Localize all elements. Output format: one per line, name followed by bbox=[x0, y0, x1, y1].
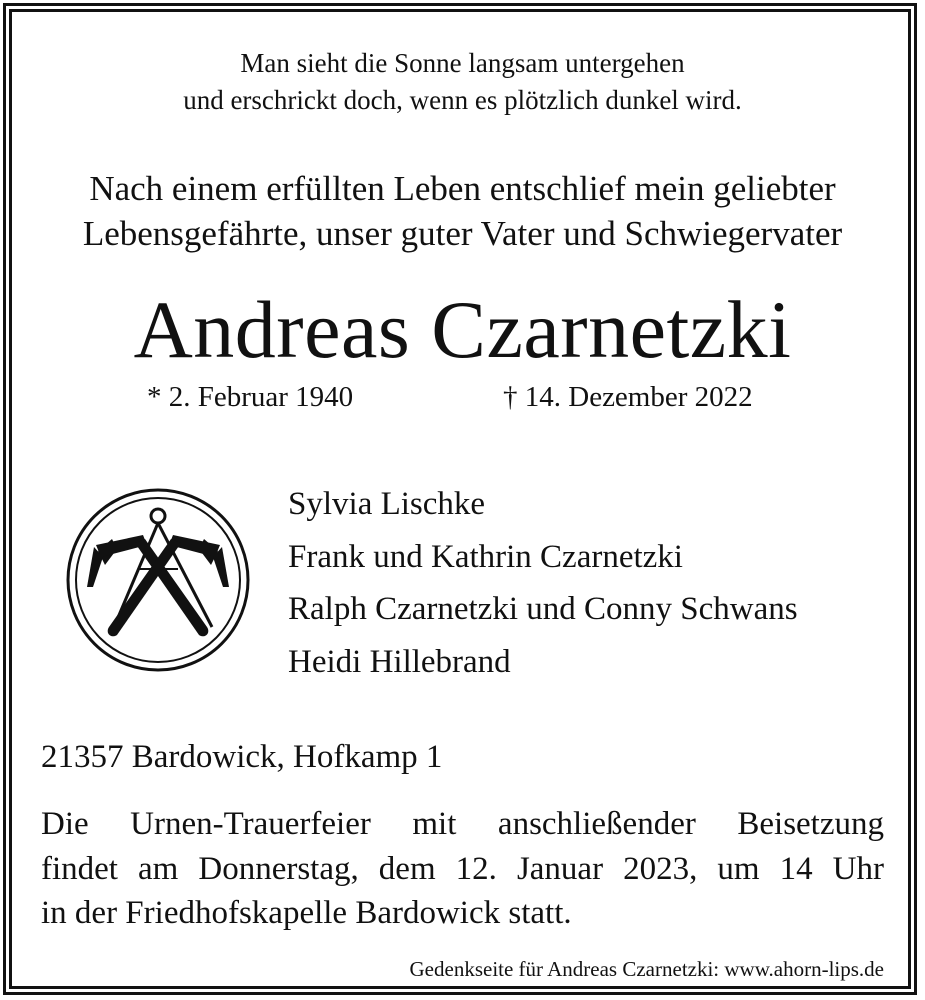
birth-date: * 2. Februar 1940 bbox=[147, 381, 354, 413]
service-line-3: in der Friedhofskapelle Bardowick statt. bbox=[41, 895, 572, 931]
mourner-name: Sylvia Lischke bbox=[288, 486, 486, 522]
deceased-name: Andreas Czarnetzki bbox=[133, 284, 792, 375]
intro-text bbox=[0, 166, 925, 256]
mourner-name: Ralph Czarnetzki und Conny Schwans bbox=[288, 591, 798, 627]
intro-line-2: Lebensgefährte, unser guter Vater und Schwiegervater bbox=[82, 214, 843, 253]
roofer-guild-emblem-icon bbox=[65, 487, 251, 673]
funeral-service-info bbox=[41, 802, 884, 936]
service-line-2: findet am Donnerstag, dem 12. Januar 2023, um 14 Uhr bbox=[41, 850, 884, 887]
mourner-name: Heidi Hillebrand bbox=[288, 643, 511, 680]
mourners-list bbox=[288, 478, 798, 688]
motto-line-2: und erschrickt doch, wenn es plötzlich dunkel wird. bbox=[183, 85, 742, 115]
motto-line-1: Man sieht die Sonne langsam untergehen bbox=[240, 48, 685, 78]
intro-line-1: Nach einem erfüllten Leben entschlief mein geliebter bbox=[89, 169, 836, 208]
mourner-name: Frank und Kathrin Czarnetzki bbox=[288, 538, 683, 575]
motto bbox=[0, 45, 925, 119]
memorial-page-link: Gedenkseite für Andreas Czarnetzki: www.ahorn-lips.de bbox=[409, 957, 884, 981]
family-address: 21357 Bardowick, Hofkamp 1 bbox=[41, 739, 443, 775]
death-date: † 14. Dezember 2022 bbox=[503, 381, 753, 413]
service-line-1: Die Urnen-Trauerfeier mit anschließender Beisetzung bbox=[41, 806, 884, 842]
